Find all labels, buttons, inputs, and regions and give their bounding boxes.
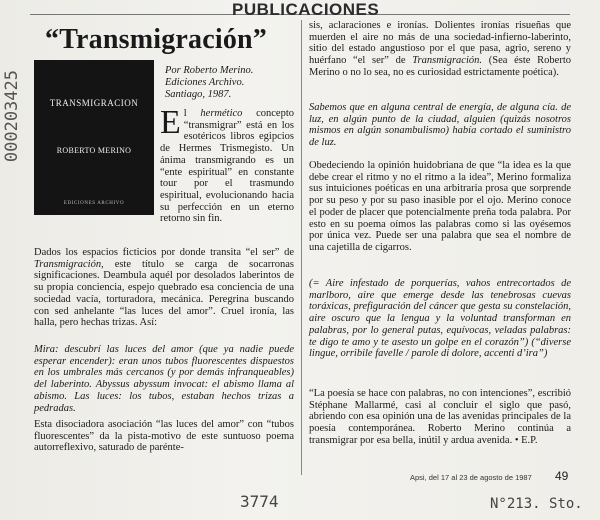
left-intro-narrow bbox=[160, 104, 295, 225]
book-credits bbox=[165, 65, 253, 101]
credit-author: Por Roberto Merino. bbox=[165, 65, 254, 76]
text-run: Transmigración. bbox=[412, 55, 483, 67]
cover-publisher: EDICIONES ARCHIVO bbox=[63, 201, 125, 206]
paragraph-text: Obedeciendo la opinión huidobriana de que “la idea es la que debe crear el ritmo y no el ritmo a la idea”, Merino formaliza sus intuiciones poéticas en una arbitraria prosa que sorprende por su peso y por su paso inasible por el ojo. Merino conoce el poder de placer que potencialmente preña toda palabra. Por esto en su poema oímos las palabras como si las oyésemos por única vez. Puede ser una palabra que sea el nombre de una cajetilla de cigarros. bbox=[309, 160, 571, 253]
text-run: l bbox=[183, 108, 187, 119]
credit-place-year: Santiago, 1987. bbox=[165, 89, 232, 100]
text-run: hermético bbox=[200, 108, 243, 119]
left-quote bbox=[34, 344, 294, 414]
text-run: este título se carga de socarronas significaciones. Deambula aquél por desolados laberintos de su propia conciencia, espejo quebrado esa conciencia de una sociedad vacía, torturadora, mecánica. Peregrina buscando con sed anhelante “las luces del amor”. Cruel ironía, las halla, pero hechas trizas. Así: bbox=[34, 258, 294, 329]
article-title: “Transmigración” bbox=[45, 24, 268, 55]
left-paragraph-2 bbox=[34, 419, 294, 454]
drop-cap: E bbox=[160, 104, 181, 141]
right-paragraph-2 bbox=[309, 160, 571, 254]
source-footer: Apsi, del 17 al 23 de agosto de 1987 bbox=[410, 473, 532, 482]
quote-text: Sabemos que en alguna central de energía, de alguna cía. de luz, en algún punto de la ciudad, alguien (quizás nosotros mismos en algún sonambulismo) había cortado el suministro de luz. bbox=[309, 102, 571, 149]
section-header: PUBLICACIONES bbox=[232, 0, 380, 19]
paragraph-text: Esta disociadora asociación “las luces del amor” con “tubos fluorescentes” da la pista-motivo de este suntuoso poema autorreflexivo, saturado de parénte- bbox=[34, 419, 294, 454]
archive-stamp-number: 000203425 bbox=[2, 70, 22, 163]
text-run: concepto “transmigrar” está en los esotéricos libros egipcios de Hermes Trismegisto. Un ánima transmigrando es un “ente espiritual” en constante tour por el trasmundo espiritual, evolucionando hacia su perfección en un eterno retorno sin fin. bbox=[160, 108, 295, 225]
left-paragraph-1 bbox=[34, 247, 294, 329]
quote-text: (= Aire infestado de porquerías, vahos entrecortados de marlboro, aire que emerge desde las tenebrosas cuevas toráxicas, prefiguración del cáncer que gesta su constelación, aire oscuro que la lengua y la voluntad transforman en palabras, por lo general putas, equívocas, veladas palabras: te digo te amo y te asesto un golpe en el corazón”) (“diverse lingue, orribile favelle / parole di dolore, accenti d’ira”) bbox=[309, 278, 571, 360]
text-run: (Sea éste Roberto Merino o no lo sea, no es curiosidad estrictamente poética). bbox=[309, 55, 572, 78]
page-number: 49 bbox=[555, 469, 569, 483]
text-run: Dados los espacios ficticios por donde transita “el ser” de bbox=[34, 247, 294, 258]
cover-author: ROBERTO MERINO bbox=[56, 146, 132, 155]
handwritten-note-issue: N°213. Sto. bbox=[490, 496, 583, 512]
handwritten-note-number: 3774 bbox=[240, 492, 279, 511]
paragraph-text: “La poesía se hace con palabras, no con intenciones”, escribió Stéphane Mallarmé, casi al concluir el siglo que pasó, abriendo con esa opinión una de las avenidas principales de la poesía contemporánea. Roberto Merino continúa a transmigrar por esa bella, inútil y ardua avenida. • E.P. bbox=[309, 388, 571, 446]
quote-text: Mira: descubrí las luces del amor (que ya nadie puede esperar encender): eran unos tubos fluorescentes dispuestos en los umbrales más cercanos (y por demás infranqueables) del laberinto. Abyssus abyssum invocat: el abismo llama al abismo. Las luces: los tubos, estaban hechos trizas a pedradas. bbox=[34, 344, 294, 414]
credit-publisher: Ediciones Archivo. bbox=[165, 77, 245, 88]
text-run: sis, aclaraciones e ironías. Dolientes ironías risueñas que muerden el aire no más de una sociedad-infierno-laberinto, sitio del estado angustioso por el que pasa, agrio, sereno y huérfano “el ser” de bbox=[309, 20, 571, 67]
book-cover-image bbox=[34, 60, 154, 215]
right-paragraph-3 bbox=[309, 388, 571, 447]
column-divider bbox=[301, 20, 302, 475]
right-quote-1 bbox=[309, 102, 571, 149]
text-run: Transmigración, bbox=[34, 258, 104, 270]
cover-title: TRANSMIGRACION bbox=[49, 98, 139, 108]
right-paragraph-1 bbox=[309, 20, 571, 79]
right-quote-2 bbox=[309, 278, 571, 360]
